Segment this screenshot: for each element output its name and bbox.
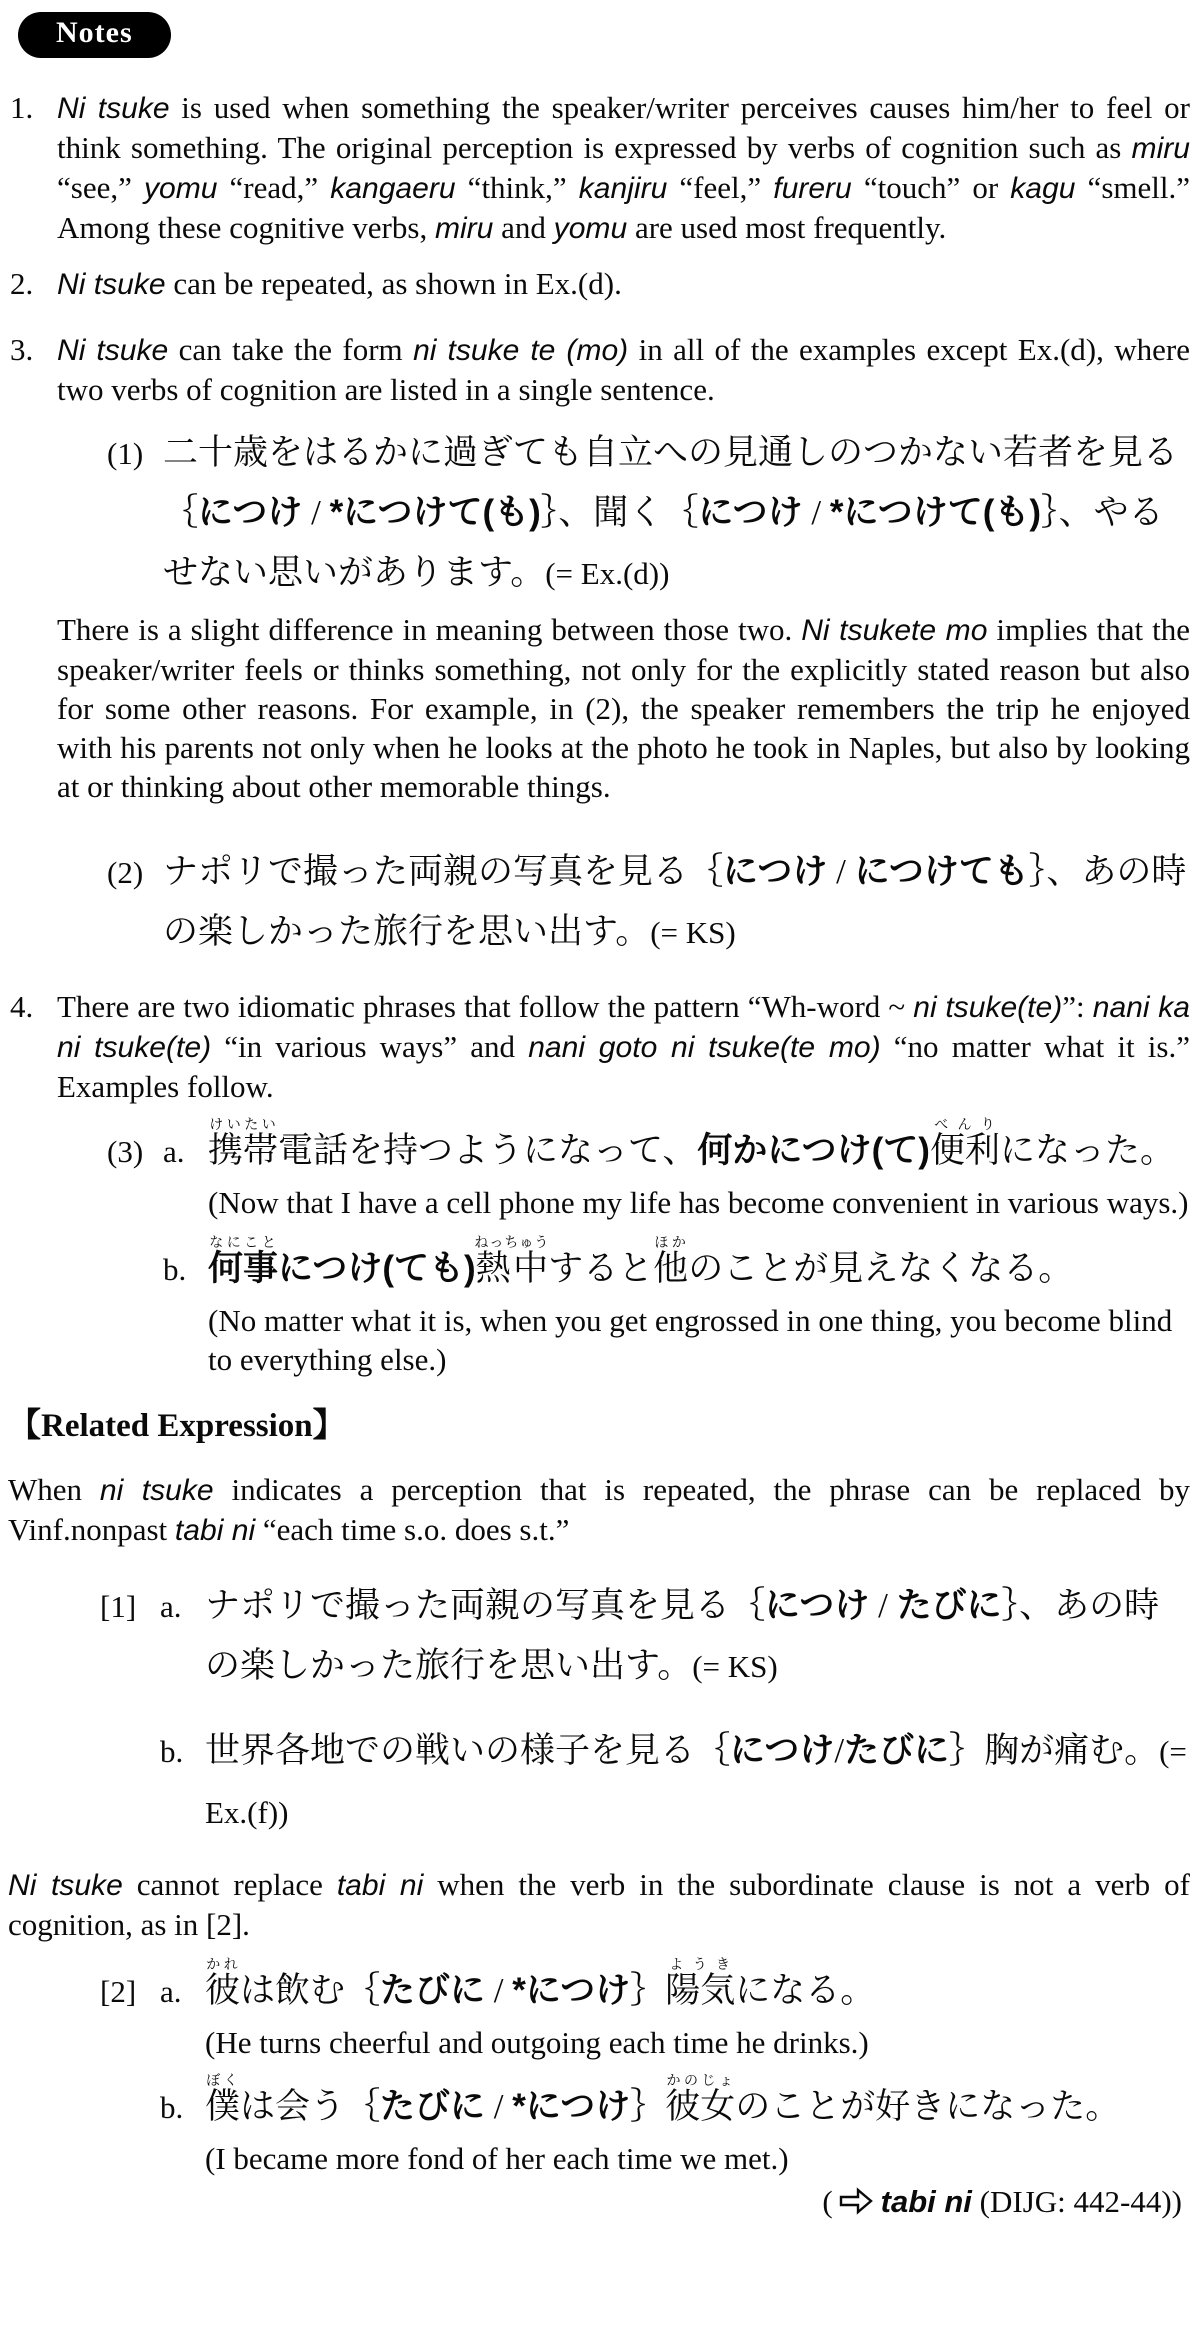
english-translation: (Now that I have a cell phone my life has become convenient in various ways.) xyxy=(208,1185,1189,1220)
japanese-text: 携帯けいたい電話を持つようになって、何かにつけ(て)便利べんりになった。 xyxy=(208,1118,1175,1170)
note-4-text: There are two idiomatic phrases that follow the pattern “Wh-word ~ ni tsuke(te)”: nani ka ni tsuke(te) “in various ways” and nani goto ni tsuke(te mo) “no matter what it is.” Examples follow. xyxy=(57,989,1190,1104)
related-example-2a xyxy=(8,1958,1190,2021)
japanese-text: 二十歳をはるかに過ぎても自立への見通しのつかない若者を見る｛につけ / *につけて(も)｝、聞く｛につけ / *につけて(も)｝、やるせない思いがあります。(= Ex.(d)) xyxy=(163,433,1179,592)
example-label: [2] xyxy=(100,1974,137,2009)
related-expression-heading: 【Related Expression】 xyxy=(8,1408,346,1444)
example-label: (1) xyxy=(107,436,144,471)
related-example-2b xyxy=(8,2074,1190,2137)
japanese-text: 世界各地での戦いの様子を見る｛につけ/たびに｝胸が痛む。(= Ex.(f)) xyxy=(205,1731,1187,1830)
note-item-3 xyxy=(8,330,1190,963)
white-right-arrow-icon xyxy=(838,2187,874,2215)
related-intro-paragraph: When ni tsuke indicates a perception that is repeated, the phrase can be replaced by Vinf.nonpast tabi ni “each time s.o. does s.t.” xyxy=(8,1472,1190,1547)
cross-reference xyxy=(8,2184,1190,2220)
example-label: (3) xyxy=(107,1134,144,1169)
example-sentence-3a xyxy=(57,1118,1190,1181)
example-sentence-3b xyxy=(57,1234,1190,1299)
example-sublabel: b. xyxy=(160,2090,184,2125)
reference-detail: (DIJG: 442-44)) xyxy=(971,2184,1182,2219)
note-item-1 xyxy=(8,88,1190,248)
example-sublabel: a. xyxy=(160,1974,182,2009)
japanese-text: ナポリで撮った両親の写真を見る｛につけ / につけても｝、あの時の楽しかった旅行を思い出す。(= KS) xyxy=(163,852,1187,951)
discussion-paragraph: There is a slight difference in meaning between those two. Ni tsukete mo implies that the speaker/writer feels or thinks something, not only for the explicitly stated reason but also for some other reasons. For example, in (2), the speaker remembers the trip he enjoyed with his parents not only when he looks at the photo he took in Naples, but also by looking at or thinking about other memorable things. xyxy=(57,612,1191,804)
japanese-text: 何事なにことにつけ(ても)熱中ねっちゅうすると他ほかのことが見えなくなる。 xyxy=(208,1234,1074,1288)
example-sublabel: a. xyxy=(163,1134,185,1169)
note-3-text: Ni tsuke can take the form ni tsuke te (mo) in all of the examples except Ex.(d), where two verbs of cognition are listed in a single sentence. xyxy=(57,332,1191,407)
related-note-paragraph: Ni tsuke cannot replace tabi ni when the verb in the subordinate clause is not a verb of cognition, as in [2]. xyxy=(8,1867,1190,1942)
note-1-text: Ni tsuke is used when something the speaker/writer perceives causes him/her to feel or think something. The original perception is expressed by verbs of cognition such as miru “see,” yomu “read,” kangaeru “think,” kanjiru “feel,” fureru “touch” or kagu “smell.” Among these cognitive verbs, miru and yomu are used most frequently. xyxy=(57,90,1190,245)
related-example-1b xyxy=(8,1721,1190,1843)
notes-badge: Notes xyxy=(18,12,171,58)
reference-term: tabi ni xyxy=(880,2184,972,2219)
related-example-1a xyxy=(8,1576,1190,1697)
japanese-text: 彼かれは飲む｛たびに / *につけ｝陽気ようきになる。 xyxy=(205,1958,876,2010)
example-label: [1] xyxy=(100,1589,137,1624)
note-item-4 xyxy=(8,987,1190,1379)
japanese-text: 僕ぼくは会う｛たびに / *につけ｝彼女かのじょのことが好きになった。 xyxy=(205,2074,1121,2126)
note-number: 2. xyxy=(10,266,34,301)
english-translation: (No matter what it is, when you get engrossed in one thing, you become blind to everything else.) xyxy=(208,1303,1173,1377)
example-sublabel: a. xyxy=(160,1589,182,1624)
japanese-text: ナポリで撮った両親の写真を見る｛につけ / たびに｝、あの時の楽しかった旅行を思い出す。(= KS) xyxy=(205,1586,1160,1685)
english-translation: (He turns cheerful and outgoing each time he drinks.) xyxy=(205,2025,869,2060)
example-sublabel: b. xyxy=(163,1252,187,1287)
note-number: 1. xyxy=(10,90,34,125)
example-sentence-2 xyxy=(57,842,1190,963)
note-number: 4. xyxy=(10,989,34,1024)
note-2-text: Ni tsuke can be repeated, as shown in Ex.(d). xyxy=(57,266,622,301)
english-translation: (I became more fond of her each time we met.) xyxy=(205,2141,789,2176)
example-sublabel: b. xyxy=(160,1734,184,1769)
reference-open-paren: ( xyxy=(822,2184,833,2219)
note-item-2 xyxy=(8,264,1190,304)
note-number: 3. xyxy=(10,332,34,367)
example-label: (2) xyxy=(107,855,144,890)
example-sentence-1 xyxy=(57,423,1190,604)
